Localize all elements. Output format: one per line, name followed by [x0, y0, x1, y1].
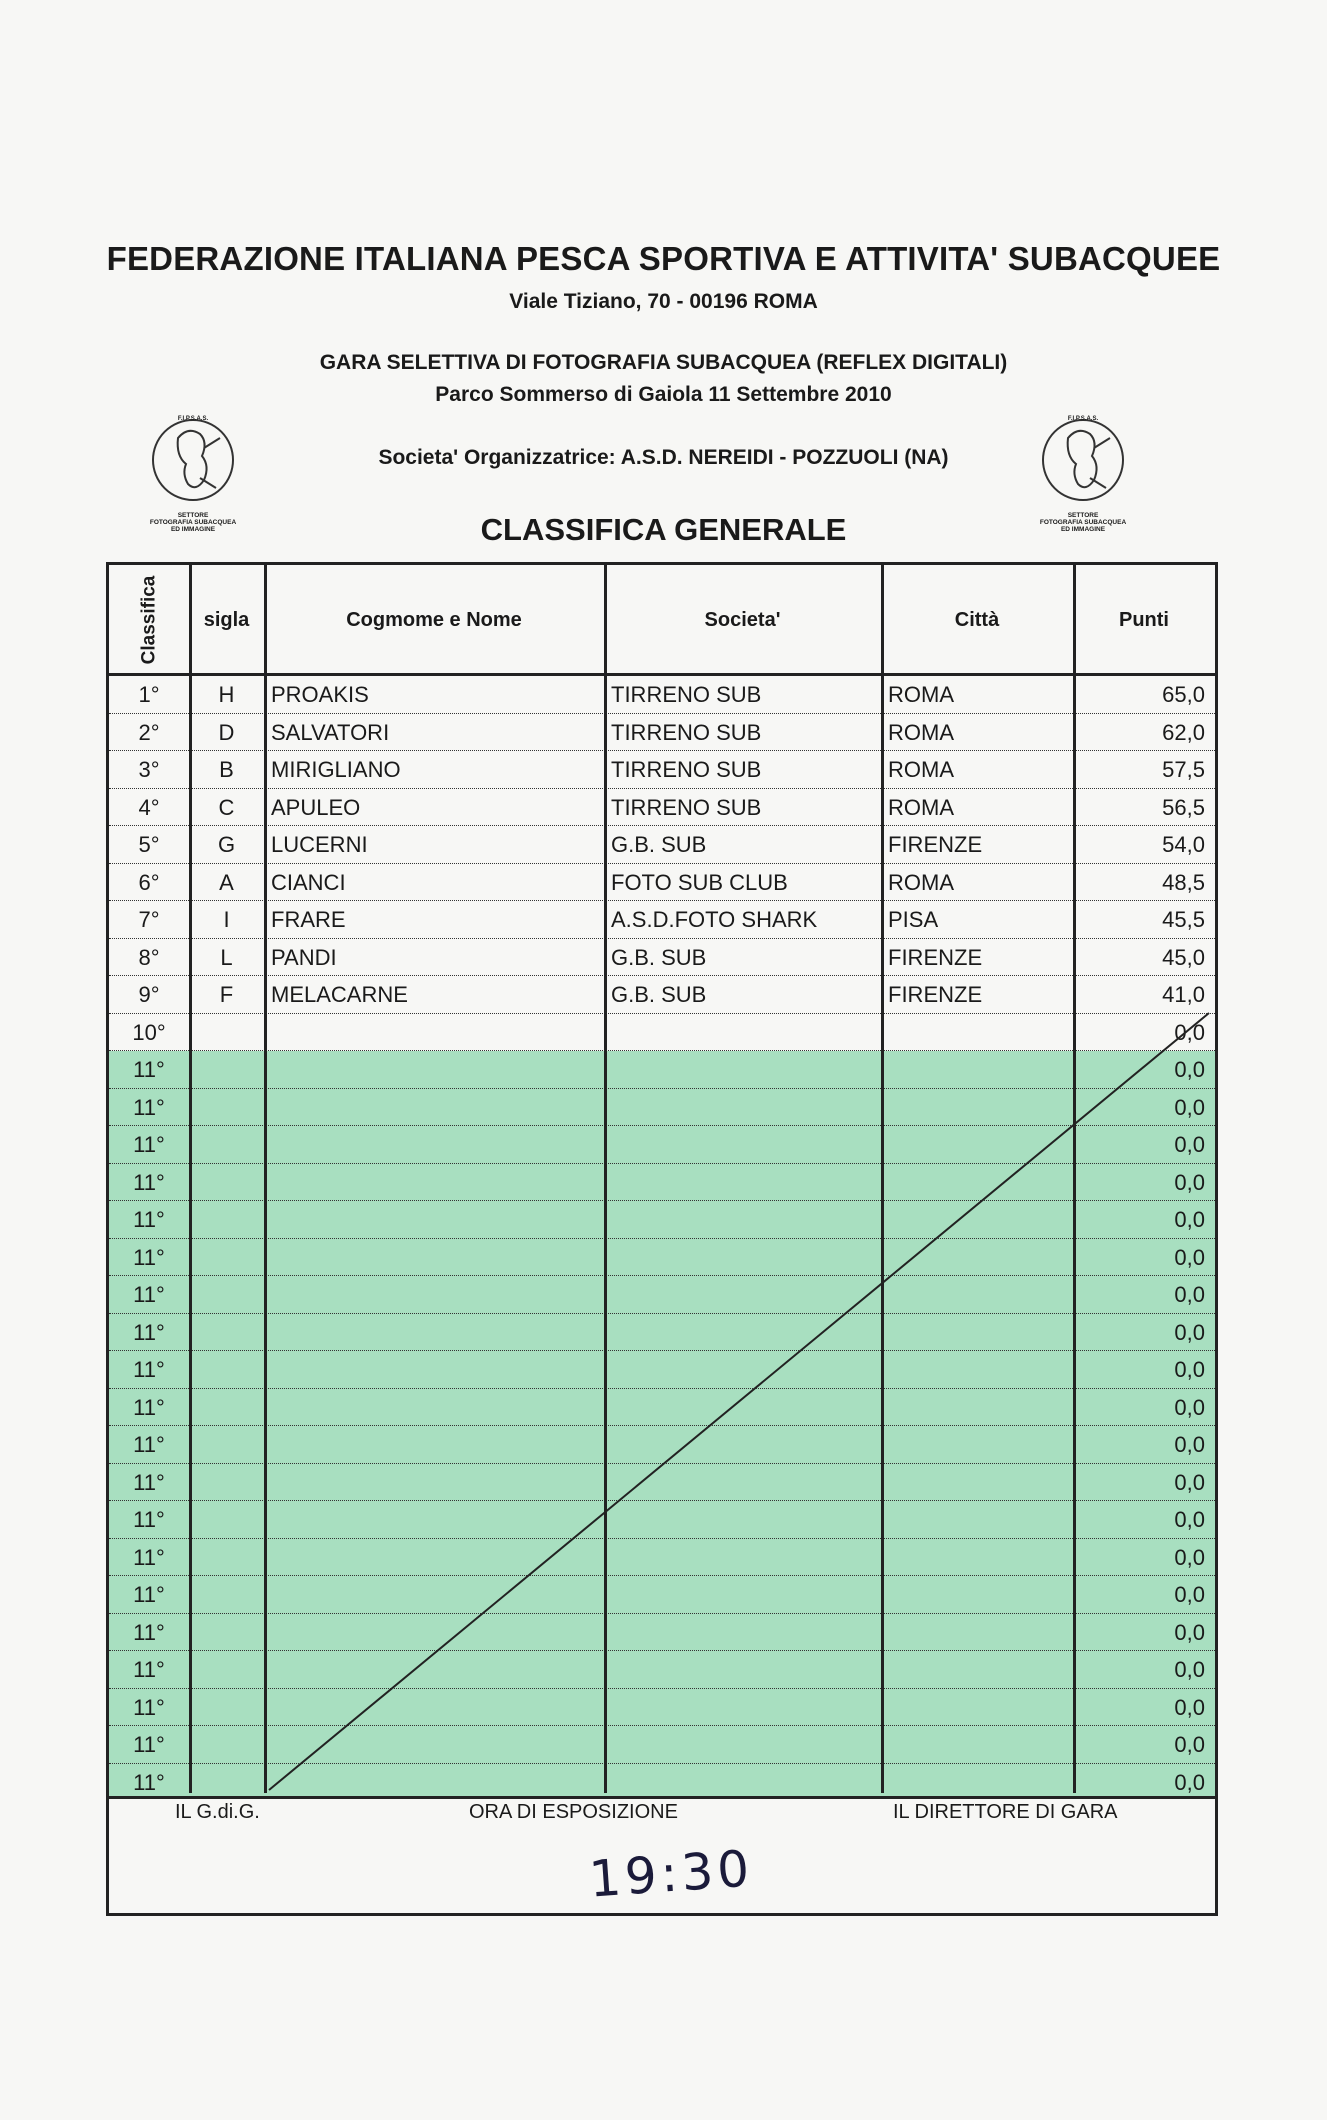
cell-position: 11°: [133, 1132, 165, 1157]
classification-heading: CLASSIFICA GENERALE: [480, 512, 847, 547]
cell-name: FRARE: [271, 907, 346, 932]
cell-position: 11°: [133, 1732, 165, 1757]
cell-position: 11°: [133, 1169, 165, 1195]
cell-position: 11°: [133, 1057, 165, 1082]
cell-city: ROMA: [888, 682, 954, 707]
cell-points: 0,0: [1174, 1169, 1205, 1195]
cell-name: LUCERNI: [271, 832, 368, 857]
cell-society: TIRRENO SUB: [611, 682, 762, 707]
cell-points: 45,0: [1162, 944, 1205, 970]
cell-points: 0,0: [1174, 1057, 1205, 1082]
diver-emblem-icon: [138, 408, 248, 508]
cell-position: 6°: [138, 869, 160, 895]
cell-position: 11°: [133, 1657, 165, 1682]
cell-points: 0,0: [1174, 1544, 1205, 1570]
cell-position: 3°: [138, 757, 160, 782]
federation-title: FEDERAZIONE ITALIANA PESCA SPORTIVA E ATTIVITA' SUBACQUEE: [106, 240, 1221, 277]
cell-position: 11°: [133, 1619, 165, 1645]
header-nome: Cogmome e Nome: [346, 608, 522, 631]
cell-sigla: A: [219, 869, 234, 895]
cell-sigla: F: [219, 982, 234, 1007]
header-punti: Punti: [1119, 608, 1169, 631]
cell-position: 4°: [138, 794, 160, 820]
cell-city: ROMA: [888, 869, 954, 895]
cell-society: FOTO SUB CLUB: [611, 869, 788, 895]
cell-points: 0,0: [1174, 1657, 1205, 1682]
header-citta: Città: [954, 608, 1000, 631]
cell-position: 11°: [133, 1432, 165, 1457]
cell-society: TIRRENO SUB: [611, 794, 762, 820]
header-classifica: Classifica: [138, 575, 160, 665]
handwritten-time: 19:30: [587, 1839, 755, 1909]
cell-points: 0,0: [1174, 1094, 1205, 1120]
cell-position: 11°: [133, 1244, 165, 1270]
cell-name: PROAKIS: [271, 682, 369, 707]
cell-name: MELACARNE: [271, 982, 408, 1007]
cell-sigla: G: [217, 832, 236, 857]
cell-society: G.B. SUB: [611, 832, 707, 857]
ranking-table: [106, 562, 1218, 1796]
cell-name: SALVATORI: [271, 719, 390, 745]
cell-points: 65,0: [1162, 682, 1205, 707]
cell-society: TIRRENO SUB: [611, 757, 762, 782]
cell-sigla: B: [219, 757, 234, 782]
cell-city: PISA: [888, 907, 939, 932]
cell-position: 11°: [133, 1544, 165, 1570]
cell-position: 9°: [138, 982, 160, 1007]
cell-position: 11°: [133, 1282, 165, 1307]
cell-points: 0,0: [1174, 1244, 1205, 1270]
cell-points: 0,0: [1174, 1769, 1205, 1795]
cell-points: 0,0: [1174, 1507, 1205, 1532]
cell-society: TIRRENO SUB: [611, 719, 762, 745]
cell-position: 11°: [133, 1469, 165, 1495]
cell-position: 11°: [133, 1769, 165, 1795]
cell-name: PANDI: [271, 944, 337, 970]
cell-society: G.B. SUB: [611, 944, 707, 970]
cell-name: CIANCI: [271, 869, 346, 895]
exposure-time-label: ORA DI ESPOSIZIONE: [469, 1801, 678, 1823]
cell-points: 0,0: [1174, 1582, 1205, 1607]
cell-points: 0,0: [1174, 1619, 1205, 1645]
cell-points: 54,0: [1162, 832, 1205, 857]
cell-position: 11°: [133, 1694, 165, 1720]
cell-points: 57,5: [1162, 757, 1205, 782]
cell-points: 56,5: [1162, 794, 1205, 820]
cell-points: 45,5: [1162, 907, 1205, 932]
cell-points: 0,0: [1174, 1019, 1205, 1045]
header-societa: Societa': [704, 608, 781, 631]
cell-position: 7°: [138, 907, 160, 932]
cell-city: FIRENZE: [888, 832, 983, 857]
cell-position: 11°: [133, 1357, 165, 1382]
cell-points: 0,0: [1174, 1357, 1205, 1382]
fipsas-logo-left: F.I.P.S.A.S. SETTORE FOTOGRAFIA SUBACQUEA ED IMMAGINE: [138, 408, 248, 538]
cell-society: A.S.D.FOTO SHARK: [611, 907, 818, 932]
cell-society: G.B. SUB: [611, 982, 707, 1007]
cell-city: ROMA: [888, 757, 954, 782]
cell-position: 11°: [133, 1207, 165, 1232]
strike-through-line: [109, 565, 1215, 1793]
fipsas-logo-right: F.I.P.S.A.S. SETTORE FOTOGRAFIA SUBACQUEA ED IMMAGINE: [1028, 408, 1138, 538]
cell-points: 0,0: [1174, 1132, 1205, 1157]
header-sigla: sigla: [203, 608, 250, 631]
cell-position: 11°: [133, 1507, 165, 1532]
cell-sigla: C: [218, 794, 235, 820]
cell-points: 0,0: [1174, 1432, 1205, 1457]
cell-position: 8°: [138, 944, 160, 970]
cell-sigla: I: [223, 907, 230, 932]
gdg-label: IL G.di.G.: [175, 1801, 260, 1823]
cell-sigla: H: [218, 682, 235, 707]
cell-points: 0,0: [1174, 1469, 1205, 1495]
cell-name: APULEO: [271, 794, 361, 820]
cell-position: 11°: [133, 1094, 165, 1120]
cell-points: 0,0: [1174, 1282, 1205, 1307]
cell-sigla: D: [218, 719, 235, 745]
cell-position: 11°: [133, 1394, 165, 1420]
cell-points: 62,0: [1162, 719, 1205, 745]
cell-city: ROMA: [888, 794, 954, 820]
race-director-label: IL DIRETTORE DI GARA: [893, 1801, 1118, 1823]
signature-footer: [106, 1796, 1218, 1916]
federation-address: Viale Tiziano, 70 - 00196 ROMA: [509, 290, 818, 313]
organizer: Societa' Organizzatrice: A.S.D. NEREIDI - POZZUOLI (NA): [378, 446, 949, 469]
event-title: GARA SELETTIVA DI FOTOGRAFIA SUBACQUEA (REFLEX DIGITALI): [319, 351, 1008, 374]
event-venue-date: Parco Sommerso di Gaiola 11 Settembre 2010: [435, 383, 892, 406]
cell-points: 0,0: [1174, 1319, 1205, 1345]
cell-position: 11°: [133, 1582, 165, 1607]
cell-points: 0,0: [1174, 1394, 1205, 1420]
cell-points: 0,0: [1174, 1732, 1205, 1757]
diver-emblem-icon: [1028, 408, 1138, 508]
cell-sigla: L: [220, 944, 233, 970]
cell-points: 41,0: [1162, 982, 1205, 1007]
cell-points: 0,0: [1174, 1207, 1205, 1232]
cell-position: 1°: [138, 682, 160, 707]
cell-position: 10°: [132, 1019, 166, 1045]
cell-position: 2°: [138, 719, 160, 745]
cell-name: MIRIGLIANO: [271, 757, 401, 782]
cell-city: FIRENZE: [888, 944, 983, 970]
cell-city: FIRENZE: [888, 982, 983, 1007]
cell-points: 0,0: [1174, 1694, 1205, 1720]
cell-position: 11°: [133, 1319, 165, 1345]
cell-city: ROMA: [888, 719, 954, 745]
cell-position: 5°: [138, 832, 160, 857]
cell-points: 48,5: [1162, 869, 1205, 895]
